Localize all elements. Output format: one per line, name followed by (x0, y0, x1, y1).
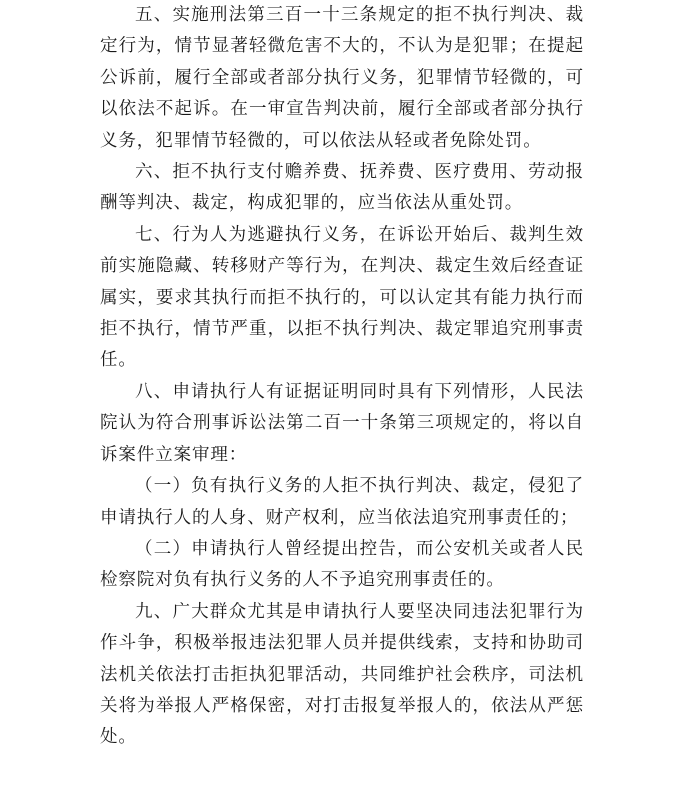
paragraph-item-8: 八、申请执行人有证据证明同时具有下列情形，人民法院认为符合刑事诉讼法第二百一十条第三项规定的，将以自诉案件立案审理： (100, 381, 584, 465)
paragraph-item-9: 九、广大群众尤其是申请执行人要坚决同违法犯罪行为作斗争，积极举报违法犯罪人员并提供线索，支持和协助司法机关依法打击拒执犯罪活动，共同维护社会秩序，司法机关将为举报人严格保密，对打击报复举报人的，依法从严惩处。 (100, 601, 584, 748)
paragraph-item-5: 五、实施刑法第三百一十三条规定的拒不执行判决、裁定行为，情节显著轻微危害不大的，不认为是犯罪；在提起公诉前，履行全部或者部分执行义务，犯罪情节轻微的，可以依法不起诉。在一审宣告判决前，履行全部或者部分执行义务，犯罪情节轻微的，可以依法从轻或者免除处罚。 (100, 5, 584, 151)
paragraph-item-6: 六、拒不执行支付赡养费、抚养费、医疗费用、劳动报酬等判决、裁定，构成犯罪的，应当依法从重处罚。 (100, 162, 584, 214)
paragraph-subitem-1: （一）负有执行义务的人拒不执行判决、裁定，侵犯了申请执行人的人身、财产权利，应当依法追究刑事责任的； (100, 476, 584, 528)
paragraph-subitem-2: （二）申请执行人曾经提出控告，而公安机关或者人民检察院对负有执行义务的人不予追究刑事责任的。 (100, 538, 584, 591)
paragraph-item-7: 七、行为人为逃避执行义务，在诉讼开始后、裁判生效前实施隐藏、转移财产等行为，在判决、裁定生效后经查证属实，要求其执行而拒不执行的，可以认定其有能力执行而拒不执行，情节严重，以拒不执行判决、裁定罪追究刑事责任。 (100, 224, 584, 371)
document-body (100, 0, 584, 754)
